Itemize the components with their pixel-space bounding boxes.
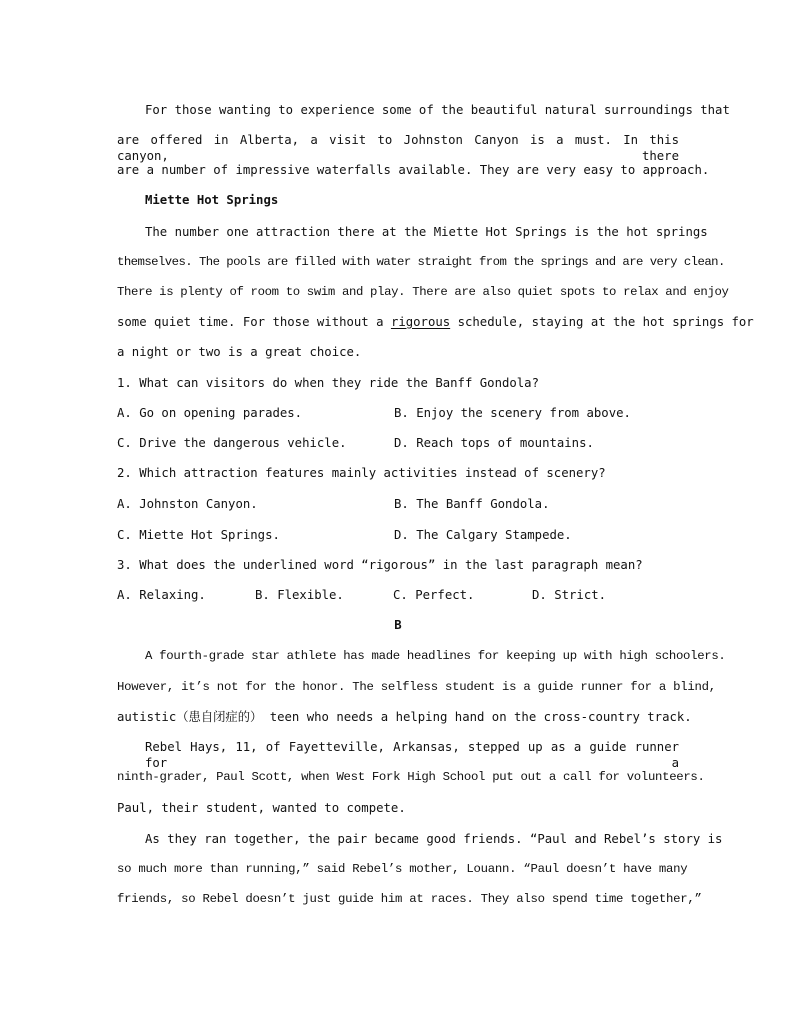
text-run: schedule, staying at the hot springs for xyxy=(450,315,754,329)
underlined-word: rigorous xyxy=(390,315,451,329)
answer-option: A. Relaxing. xyxy=(117,588,206,602)
answer-option: D. The Calgary Stampede. xyxy=(394,528,572,542)
answer-option: C. Perfect. xyxy=(393,588,475,602)
answer-option: A. Go on opening parades. xyxy=(117,406,303,420)
paragraph-line: autistic（患自闭症的） teen who needs a helping hand on the cross-country track. xyxy=(117,710,692,724)
paragraph-line: a night or two is a great choice. xyxy=(117,345,362,359)
paragraph-line: For those wanting to experience some of the beautiful natural surroundings that xyxy=(145,103,730,117)
paragraph-line: However, it’s not for the honor. The selfless student is a guide runner for a blind, xyxy=(117,680,716,694)
paragraph-line: are a number of impressive waterfalls available. They are very easy to approach. xyxy=(117,163,710,177)
paragraph-line: are offered in Alberta, a visit to Johnston Canyon is a must. In this canyon, there xyxy=(117,133,679,163)
answer-option: C. Drive the dangerous vehicle. xyxy=(117,436,347,450)
question-stem: 2. Which attraction features mainly activities instead of scenery? xyxy=(117,466,606,480)
question-stem: 1. What can visitors do when they ride the Banff Gondola? xyxy=(117,376,539,390)
section-label: B xyxy=(394,618,402,632)
paragraph-line: There is plenty of room to swim and play. There are also quiet spots to relax and enjoy xyxy=(117,285,729,299)
paragraph-line: themselves. The pools are filled with water straight from the springs and are very clean. xyxy=(117,255,725,269)
answer-option: D. Strict. xyxy=(532,588,607,602)
text-run: some quiet time. For those without a xyxy=(117,315,391,329)
paragraph-line: friends, so Rebel doesn’t just guide him at races. They also spend time together,” xyxy=(117,892,702,906)
question-stem: 3. What does the underlined word “rigorous” in the last paragraph mean? xyxy=(117,558,643,572)
answer-option: B. Flexible. xyxy=(255,588,344,602)
paragraph-line xyxy=(117,314,754,330)
paragraph-line: As they ran together, the pair became good friends. “Paul and Rebel’s story is xyxy=(145,832,723,846)
section-heading: Miette Hot Springs xyxy=(145,193,279,207)
answer-option: A. Johnston Canyon. xyxy=(117,497,258,511)
paragraph-line: Rebel Hays, 11, of Fayetteville, Arkansas, stepped up as a guide runner for a xyxy=(145,740,679,770)
answer-option: D. Reach tops of mountains. xyxy=(394,436,594,450)
answer-option: B. The Banff Gondola. xyxy=(394,497,550,511)
paragraph-line: Paul, their student, wanted to compete. xyxy=(117,801,406,815)
paragraph-line: The number one attraction there at the Miette Hot Springs is the hot springs xyxy=(145,225,708,239)
paragraph-line: so much more than running,” said Rebel’s mother, Louann. “Paul doesn’t have many xyxy=(117,862,688,876)
paragraph-line: ninth-grader, Paul Scott, when West Fork High School put out a call for volunteers. xyxy=(117,770,705,784)
answer-option: C. Miette Hot Springs. xyxy=(117,528,280,542)
paragraph-line: A fourth-grade star athlete has made headlines for keeping up with high schoolers. xyxy=(145,649,726,663)
answer-option: B. Enjoy the scenery from above. xyxy=(394,406,631,420)
